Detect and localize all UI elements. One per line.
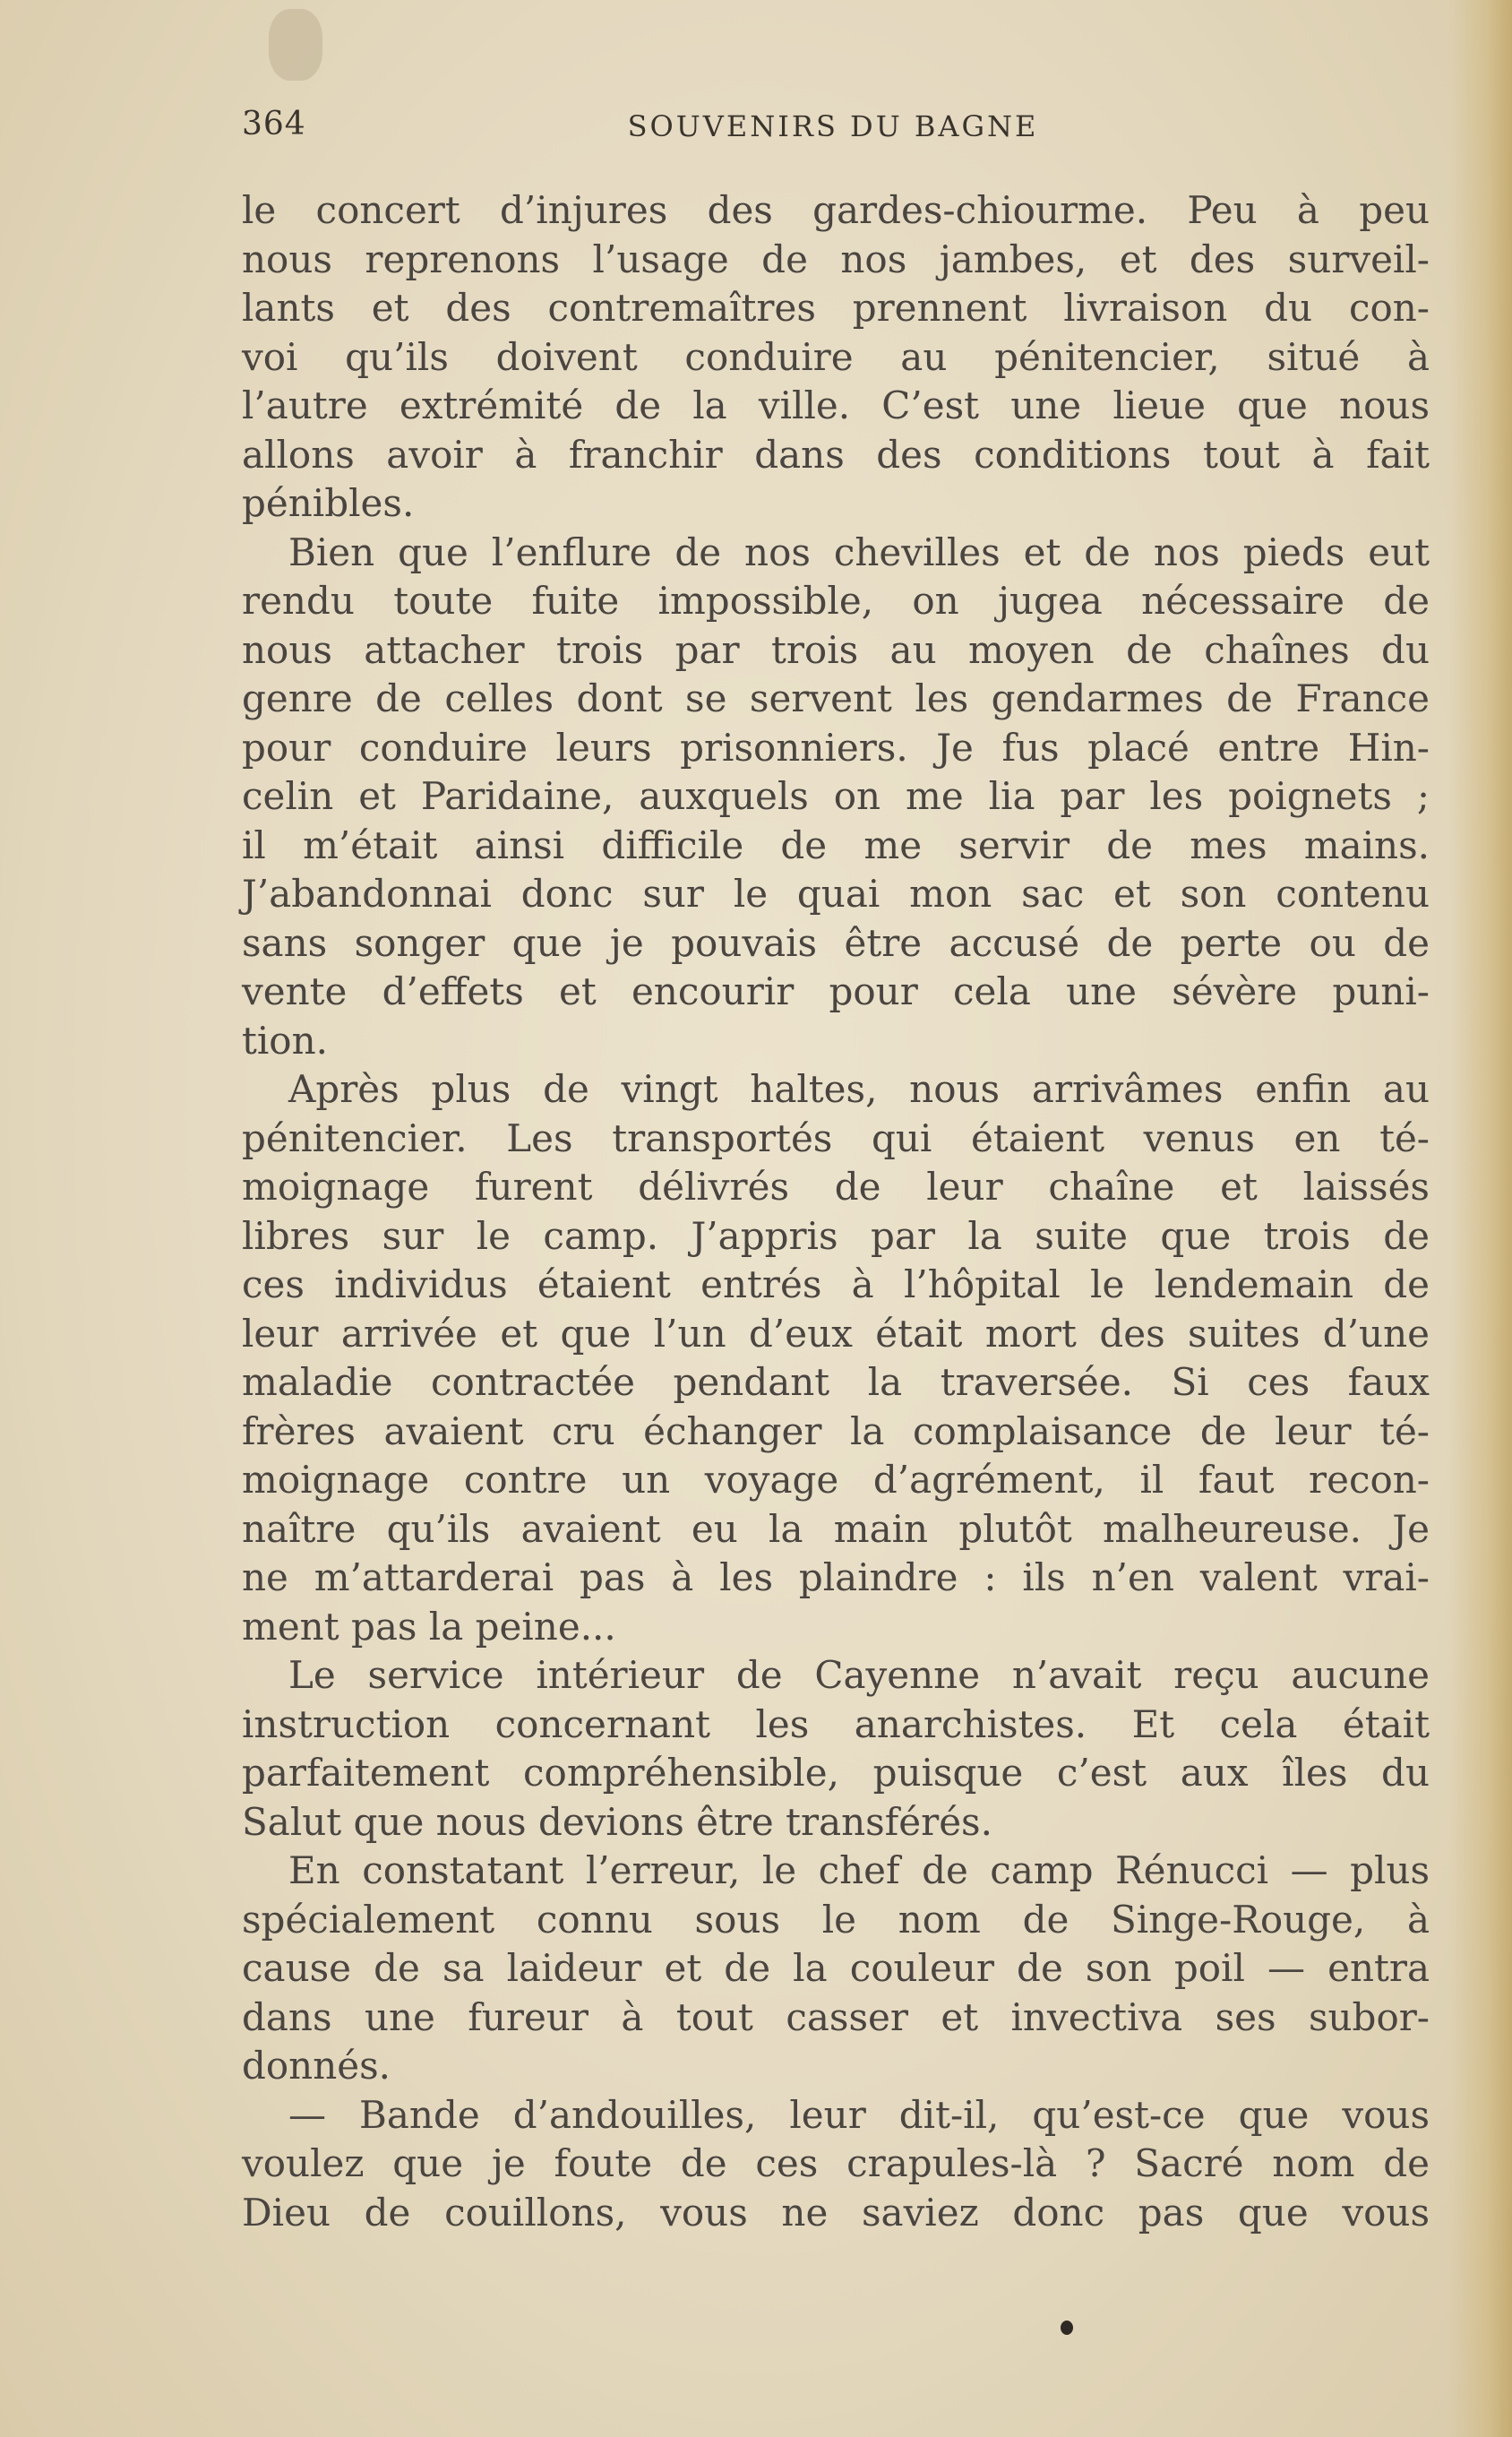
text-line: nous reprenons l’usage de nos jambes, et des surveil-	[242, 237, 1430, 281]
text-line: leur arrivée et que l’un d’eux était mort des suites d’une	[242, 1311, 1430, 1356]
text-line: Bien que l’enflure de nos chevilles et de nos pieds eut	[288, 530, 1430, 574]
text-line: spécialement connu sous le nom de Singe-Rouge, à	[242, 1897, 1430, 1942]
text-line: lants et des contremaîtres prennent livraison du con-	[242, 286, 1430, 330]
text-line: libres sur le camp. J’appris par la suite que trois de	[242, 1213, 1430, 1258]
body-text	[242, 186, 1430, 2237]
paper-stain	[269, 9, 322, 81]
text-line: En constatant l’erreur, le chef de camp Rénucci — plus	[288, 1848, 1430, 1892]
text-line: sans songer que je pouvais être accusé de perte ou de	[242, 920, 1430, 965]
text-line: Dieu de couillons, vous ne saviez donc pas que vous	[242, 2190, 1430, 2235]
text-line: moignage contre un voyage d’agrément, il faut recon-	[242, 1458, 1430, 1502]
text-line: voi qu’ils doivent conduire au pénitencier, situé à	[242, 334, 1430, 379]
text-line: moignage furent délivrés de leur chaîne et laissés	[242, 1165, 1430, 1209]
ink-speck	[1061, 2321, 1073, 2335]
text-line: il m’était ainsi difficile de me servir de mes mains.	[242, 822, 1430, 867]
text-line: J’abandonnai donc sur le quai mon sac et son contenu	[242, 872, 1430, 916]
page-header	[242, 106, 1424, 159]
text-line: ne m’attarderai pas à les plaindre : ils n’en valent vrai-	[242, 1555, 1430, 1599]
text-line: parfaitement compréhensible, puisque c’est aux îles du	[242, 1751, 1430, 1795]
running-title: SOUVENIRS DU BAGNE	[627, 109, 1039, 143]
text-line: l’autre extrémité de la ville. C’est une lieue que nous	[242, 383, 1430, 427]
text-line: instruction concernant les anarchistes. Et cela était	[242, 1701, 1430, 1746]
text-line: pénitencier. Les transportés qui étaient venus en té-	[242, 1115, 1430, 1160]
text-line: naître qu’ils avaient eu la main plutôt malheureuse. Je	[242, 1506, 1430, 1551]
text-line: voulez que je foute de ces crapules-là ? Sacré nom de	[242, 2141, 1430, 2185]
page-number: 364	[242, 106, 306, 142]
text-line: pénibles.	[242, 481, 415, 525]
text-line: le concert d’injures des gardes-chiourme. Peu à peu	[242, 188, 1430, 232]
text-line: — Bande d’andouilles, leur dit-il, qu’est-ce que vous	[288, 2092, 1430, 2137]
text-line: allons avoir à franchir dans des conditions tout à fait	[242, 432, 1430, 477]
text-line: ment pas la peine...	[242, 1604, 616, 1649]
page-edge-shadow	[1449, 0, 1512, 2437]
text-line: Salut que nous devions être transférés.	[242, 1799, 992, 1844]
paragraph	[242, 1651, 1430, 1847]
text-line: frères avaient cru échanger la complaisance de leur té-	[242, 1408, 1430, 1453]
paragraph	[242, 186, 1430, 529]
text-line: donnés.	[242, 2044, 391, 2088]
text-line: pour conduire leurs prisonniers. Je fus placé entre Hin-	[242, 725, 1430, 770]
text-line: dans une fureur à tout casser et invectiva ses subor-	[242, 1994, 1430, 2039]
text-line: ces individus étaient entrés à l’hôpital le lendemain de	[242, 1262, 1430, 1306]
text-line: maladie contractée pendant la traversée. Si ces faux	[242, 1360, 1430, 1404]
text-line: Après plus de vingt haltes, nous arrivâmes enfin au	[288, 1067, 1430, 1111]
text-line: vente d’effets et encourir pour cela une sévère puni-	[242, 969, 1430, 1013]
text-line: celin et Paridaine, auxquels on me lia par les poignets ;	[242, 774, 1430, 818]
paragraph	[242, 529, 1430, 1066]
paragraph	[242, 2091, 1430, 2238]
paragraph	[242, 1065, 1430, 1651]
text-line: cause de sa laideur et de la couleur de son poil — entra	[242, 1946, 1430, 1990]
text-line: tion.	[242, 1018, 328, 1063]
text-line: rendu toute fuite impossible, on jugea nécessaire de	[242, 579, 1430, 623]
text-line: genre de celles dont se servent les gendarmes de France	[242, 676, 1430, 720]
paragraph	[242, 1847, 1430, 2091]
text-line: nous attacher trois par trois au moyen de chaînes du	[242, 627, 1430, 672]
text-line: Le service intérieur de Cayenne n’avait reçu aucune	[288, 1653, 1430, 1697]
